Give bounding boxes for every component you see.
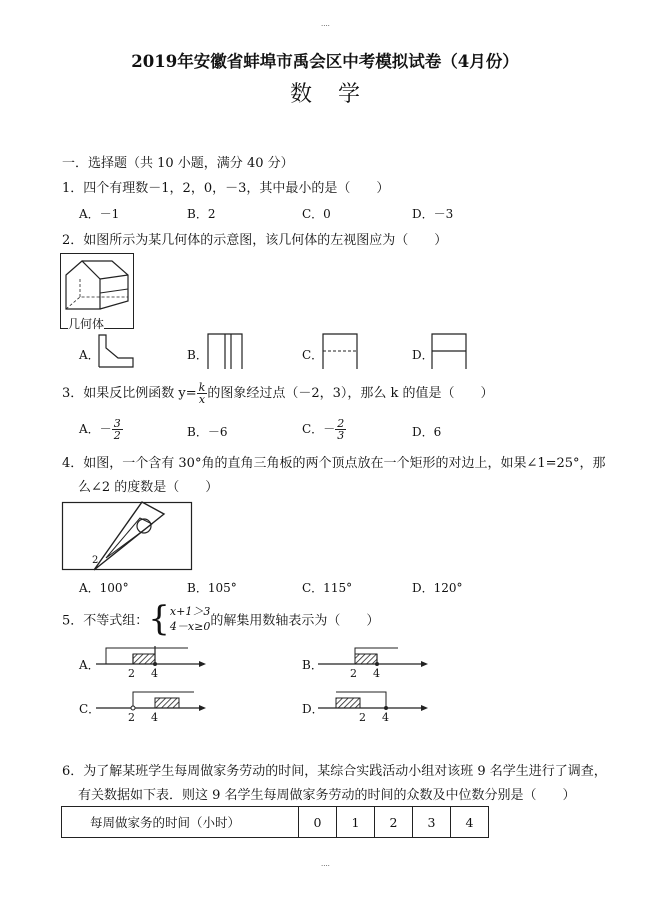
exam-title: 2019年安徽省蚌埠市禹会区中考模拟试卷（4月份） [131,52,519,71]
q3-option-a-sign: － [99,422,112,436]
q6-stem-line2: 有关数据如下表．则这 9 名学生每周做家务劳动的时间的众数及中位数分别是（ ） [78,788,576,803]
table-row [62,807,489,838]
q2-option-b-figure[interactable] [207,333,243,369]
q4-rectangle-triangle-figure [62,502,192,570]
q5-a-tick-4: 4 [151,667,158,680]
q3-option-a-label: A． [79,422,100,436]
q3-func-numerator: k [198,381,206,394]
q2-option-a-figure[interactable] [98,334,134,368]
q3-stem-part-b: 的图象经过点（－2，3），那么 k 的值是（ ） [207,386,494,401]
q3-option-c-fraction [335,418,346,441]
q5-d-tick-4: 4 [382,711,389,724]
q6-table-cell-4: 4 [451,807,489,838]
section-heading: 一．选择题（共 10 小题，满分 40 分） [62,156,294,171]
q3-option-a-numerator: 3 [113,417,121,430]
q6-table-cell-2: 2 [375,807,413,838]
q3-stem [62,382,494,405]
q5-option-d[interactable]: D． [302,702,324,716]
q3-stem-part-a: 3．如果反比例函数 y= [62,386,197,401]
q2-option-c-figure[interactable] [322,333,358,369]
q4-option-b[interactable]: B．105° [187,581,237,595]
q5-option-c[interactable]: C． [79,702,101,716]
q6-table-cell-1: 1 [337,807,375,838]
q3-option-a[interactable] [79,418,123,441]
q5-stem-part-b: 的解集用数轴表示为（ ） [210,613,380,629]
q5-c-tick-2: 2 [128,711,135,724]
q1-stem: 1．四个有理数－1，2，0，－3，其中最小的是（ ） [62,181,390,196]
q2-option-a[interactable]: A． [79,348,100,362]
q5-option-b[interactable]: B． [302,658,323,672]
q5-c-tick-4: 4 [151,711,158,724]
q3-option-c-numerator: 2 [337,417,345,430]
header-mark: .... [321,20,330,28]
q5-a-tick-2: 2 [128,667,135,680]
q6-data-table [61,806,489,838]
q2-stem: 2．如图所示为某几何体的示意图，该几何体的左视图应为（ ） [62,233,448,248]
q5-b-tick-4: 4 [373,667,380,680]
q2-option-d-figure[interactable] [431,333,467,369]
q5-option-d-numberline[interactable] [318,688,428,718]
footer-mark: .... [321,860,330,868]
q3-option-a-denominator: 2 [113,429,121,442]
q6-table-cell-3: 3 [413,807,451,838]
q3-option-c-denominator: 3 [337,429,345,442]
q5-inequality-system [170,604,210,634]
q1-option-a[interactable]: A．－1 [79,207,120,221]
q1-option-c[interactable]: C．0 [302,207,331,221]
q6-stem-line1: 6．为了解某班学生每周做家务劳动的时间，某综合实践活动小组对该班 9 名学生进行了调查， [62,764,607,779]
q3-option-a-fraction [112,418,123,441]
q5-b-tick-2: 2 [350,667,357,680]
q3-option-c-sign: － [323,422,336,436]
q3-option-d[interactable]: D．6 [412,425,442,439]
q5-brace: { [148,599,170,639]
q5-stem-part-a: 5．不等式组： [62,613,149,629]
q4-option-a[interactable]: A．100° [79,581,129,595]
q6-table-header: 每周做家务的时间（小时） [62,807,299,838]
q5-inequality-1: x+1＞3 [169,605,211,618]
q5-inequality-2: 4－x≥0 [169,620,211,633]
q3-function-fraction [197,382,208,405]
q3-func-denominator: x [198,393,206,406]
q5-d-tick-2: 2 [359,711,366,724]
q4-angle-label: 2 [92,555,99,566]
q3-option-b[interactable]: B．－6 [187,425,228,439]
q3-option-c-label: C． [302,422,324,436]
q5-stem [62,599,380,639]
q1-option-d[interactable]: D．－3 [412,207,454,221]
q1-option-b[interactable]: B．2 [187,207,216,221]
q4-stem-line2: 么∠2 的度数是（ ） [78,480,219,495]
q2-option-b[interactable]: B． [187,348,208,362]
q4-stem-line1: 4．如图，一个含有 30°角的直角三角板的两个顶点放在一个矩形的对边上，如果∠1=25°，那 [62,456,606,471]
q5-option-a[interactable]: A． [79,658,100,672]
q3-option-c[interactable] [302,418,346,441]
q6-table-cell-0: 0 [299,807,337,838]
q4-option-d[interactable]: D．120° [412,581,463,595]
q4-option-c[interactable]: C．115° [302,581,353,595]
q2-option-d[interactable]: D． [412,348,434,362]
subject-title: 数学 [289,82,386,107]
q2-option-c[interactable]: C． [302,348,324,362]
q2-figure-label: 几何体 [68,317,105,331]
